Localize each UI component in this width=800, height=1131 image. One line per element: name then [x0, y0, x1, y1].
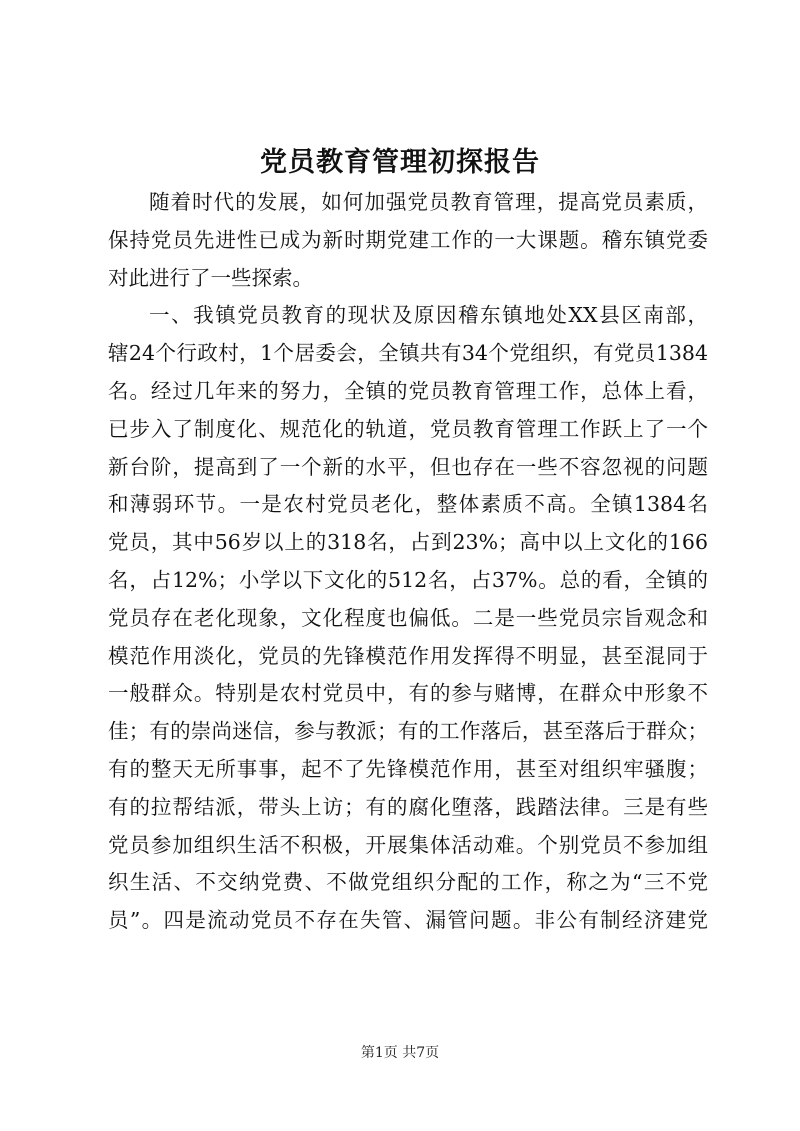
text-line: 佳；有的崇尚迷信，参与教派；有的工作落后，甚至落后于群众； — [108, 719, 708, 744]
document-title: 党员教育管理初探报告 — [260, 147, 540, 178]
document-body — [108, 184, 708, 940]
text-line: 模范作用淡化，党员的先锋模范作用发挥得不明显，甚至混同于 — [108, 643, 708, 668]
text-line: 一般群众。特别是农村党员中，有的参与赌博，在群众中形象不 — [108, 681, 708, 706]
text-line: 对此进行了一些探索。 — [108, 265, 313, 290]
text-line: 已步入了制度化、规范化的轨道，党员教育管理工作跃上了一个 — [108, 416, 708, 441]
text-line: 保持党员先进性已成为新时期党建工作的一大课题。稽东镇党委 — [108, 227, 708, 252]
page-number-footer: 第1页 共7页 — [360, 1045, 440, 1061]
text-line: 一、我镇党员教育的现状及原因稽东镇地处XX县区南部， — [149, 303, 708, 328]
text-line: 新台阶，提高到了一个新的水平，但也存在一些不容忽视的问题 — [108, 454, 708, 479]
text-line: 党员，其中56岁以上的318名，占到23%；高中以上文化的166 — [108, 530, 708, 555]
text-line: 名。经过几年来的努力，全镇的党员教育管理工作，总体上看， — [108, 378, 708, 403]
text-line: 和薄弱环节。一是农村党员老化，整体素质不高。全镇1384名 — [108, 492, 708, 517]
text-line: 随着时代的发展，如何加强党员教育管理，提高党员素质， — [149, 190, 708, 214]
text-line: 员”。四是流动党员不存在失管、漏管问题。非公有制经济建党 — [108, 908, 708, 933]
text-line: 辖24个行政村，1个居委会，全镇共有34个党组织，有党员1384 — [108, 341, 708, 366]
text-line: 党员存在老化现象，文化程度也偏低。二是一些党员宗旨观念和 — [108, 605, 708, 630]
text-line: 名，占12%；小学以下文化的512名，占37%。总的看，全镇的 — [108, 567, 708, 592]
text-line: 党员参加组织生活不积极，开展集体活动难。个别党员不参加组 — [108, 832, 708, 857]
paragraph-intro — [108, 184, 708, 297]
text-line: 织生活、不交纳党费、不做党组织分配的工作，称之为“三不党 — [108, 870, 708, 895]
text-line: 有的整天无所事事，起不了先锋模范作用，甚至对组织牢骚腹； — [108, 756, 708, 781]
paragraph-status — [108, 297, 708, 940]
text-line: 有的拉帮结派，带头上访；有的腐化堕落，践踏法律。三是有些 — [108, 794, 708, 819]
